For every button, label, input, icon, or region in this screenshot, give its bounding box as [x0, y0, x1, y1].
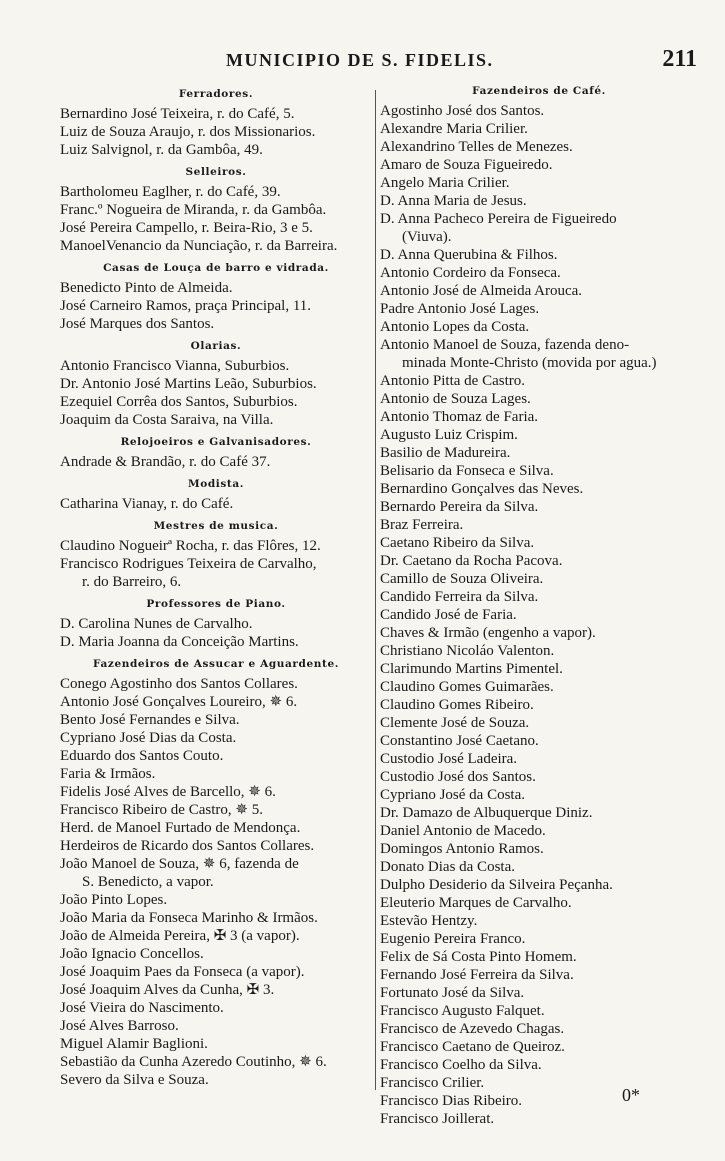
directory-entry: Severo da Silva e Souza.: [60, 1072, 209, 1088]
directory-entry: José Marques dos Santos.: [60, 316, 215, 332]
directory-entry: Augusto Luiz Crispim.: [380, 427, 518, 443]
directory-entry: Conego Agostinho dos Santos Collares.: [60, 676, 298, 692]
directory-entry: Daniel Antonio de Macedo.: [380, 823, 546, 839]
section-heading: Fazendeiros de Assucar e Aguardente.: [93, 658, 339, 670]
directory-entry: Claudino Gomes Ribeiro.: [380, 697, 534, 713]
directory-entry: Cypriano José Dias da Costa.: [60, 730, 237, 746]
directory-entry: Domingos Antonio Ramos.: [380, 841, 544, 857]
directory-entry: Bernardo Pereira da Silva.: [380, 499, 539, 515]
directory-entry: Claudino Gomes Guimarães.: [380, 679, 554, 695]
section-heading: Relojoeiros e Galvanisadores.: [120, 436, 312, 448]
right-column: [380, 82, 698, 1132]
section-heading: Fazendeiros de Café.: [472, 85, 606, 97]
directory-entry: Antonio de Souza Lages.: [380, 391, 531, 407]
directory-entry: Amaro de Souza Figueiredo.: [380, 157, 553, 173]
directory-entry: José Joaquim Paes da Fonseca (a vapor).: [60, 964, 305, 980]
directory-entry: D. Maria Joanna da Conceição Martins.: [60, 634, 299, 650]
directory-entry: Franc.º Nogueira de Miranda, r. da Gambôa.: [60, 202, 327, 218]
page-title: MUNICIPIO DE S. FIDELIS.: [226, 50, 494, 70]
directory-entry: Chaves & Irmão (engenho a vapor).: [380, 625, 596, 641]
directory-entry: Fernando José Ferreira da Silva.: [380, 967, 574, 983]
directory-entry: Custodio José dos Santos.: [380, 769, 536, 785]
directory-entry: João de Almeida Pereira, ✠ 3 (a vapor).: [60, 928, 300, 944]
directory-entry: João Ignacio Concellos.: [60, 946, 204, 962]
directory-entry: Francisco Dias Ribeiro.: [380, 1093, 523, 1109]
directory-entry: Braz Ferreira.: [380, 517, 464, 533]
directory-entry: Antonio Lopes da Costa.: [380, 319, 530, 335]
directory-entry: Fortunato José da Silva.: [380, 985, 525, 1001]
directory-entry: José Joaquim Alves da Cunha, ✠ 3.: [60, 982, 275, 998]
directory-entry: Angelo Maria Crilier.: [380, 175, 510, 191]
directory-entry: Francisco Caetano de Queiroz.: [380, 1039, 565, 1055]
directory-entry: Antonio Pitta de Castro.: [380, 373, 525, 389]
directory-entry: Antonio José de Almeida Arouca.: [380, 283, 583, 299]
directory-entry: Clarimundo Martins Pimentel.: [380, 661, 563, 677]
directory-entry: Francisco Joillerat.: [380, 1111, 495, 1127]
directory-entry: Francisco Ribeiro de Castro, ✵ 5.: [60, 802, 263, 818]
directory-entry: Felix de Sá Costa Pinto Homem.: [380, 949, 577, 965]
directory-entry: D. Anna Querubina & Filhos.: [380, 247, 558, 263]
directory-entry: Caetano Ribeiro da Silva.: [380, 535, 535, 551]
directory-entry: Andrade & Brandão, r. do Café 37.: [60, 454, 271, 470]
directory-entry: Antonio Thomaz de Faria.: [380, 409, 539, 425]
directory-entry: D. Anna Pacheco Pereira de Figueiredo: [380, 211, 617, 227]
section-heading: Selleiros.: [185, 166, 247, 178]
page-number: 211: [662, 46, 697, 72]
directory-entry: Padre Antonio José Lages.: [380, 301, 540, 317]
column-divider: [375, 90, 376, 1090]
directory-entry: Faria & Irmãos.: [60, 766, 156, 782]
directory-entry: Francisco Crilier.: [380, 1075, 485, 1091]
directory-section: [60, 85, 372, 159]
directory-entry: Christiano Nicoláo Valenton.: [380, 643, 555, 659]
directory-entry: Sebastião da Cunha Azeredo Coutinho, ✵ 6.: [60, 1054, 327, 1070]
directory-entry: Bartholomeu Eaglher, r. do Café, 39.: [60, 184, 281, 200]
directory-entry: Custodio José Ladeira.: [380, 751, 518, 767]
directory-entry: Estevão Hentzy.: [380, 913, 478, 929]
directory-entry: ManoelVenancio da Nunciação, r. da Barreira.: [60, 238, 338, 254]
directory-entry: Herdeiros de Ricardo dos Santos Collares.: [60, 838, 315, 854]
directory-entry: Bernardino Gonçalves das Neves.: [380, 481, 584, 497]
directory-entry: Luiz Salvignol, r. da Gambôa, 49.: [60, 142, 263, 158]
directory-entry: Bernardino José Teixeira, r. do Café, 5.: [60, 106, 295, 122]
directory-entry: Constantino José Caetano.: [380, 733, 539, 749]
directory-entry: Francisco Rodrigues Teixeira de Carvalho,: [60, 556, 317, 572]
directory-section: [60, 259, 372, 333]
directory-entry: Benedicto Pinto de Almeida.: [60, 280, 233, 296]
directory-entry: Herd. de Manoel Furtado de Mendonça.: [60, 820, 301, 836]
directory-section: [380, 82, 698, 1128]
directory-entry: Antonio Cordeiro da Fonseca.: [380, 265, 561, 281]
directory-entry: Donato Dias da Costa.: [380, 859, 515, 875]
directory-entry: Agostinho José dos Santos.: [380, 103, 545, 119]
directory-entry: João Maria da Fonseca Marinho & Irmãos.: [60, 910, 318, 926]
left-column: [60, 82, 372, 1093]
directory-entry: João Pinto Lopes.: [60, 892, 168, 908]
directory-entry: D. Carolina Nunes de Carvalho.: [60, 616, 253, 632]
section-heading: Mestres de musica.: [153, 520, 279, 532]
directory-entry: Dulpho Desiderio da Silveira Peçanha.: [380, 877, 613, 893]
directory-entry: Ezequiel Corrêa dos Santos, Suburbios.: [60, 394, 298, 410]
section-heading: Ferradores.: [178, 88, 254, 100]
directory-entry: José Pereira Campello, r. Beira-Rio, 3 e 5.: [60, 220, 313, 236]
directory-entry: Joaquim da Costa Saraiva, na Villa.: [60, 412, 274, 428]
directory-entry: Francisco Coelho da Silva.: [380, 1057, 542, 1073]
section-heading: Modista.: [188, 478, 244, 490]
directory-entry-continuation: S. Benedicto, a vapor.: [82, 874, 214, 890]
directory-entry-continuation: r. do Barreiro, 6.: [82, 574, 182, 590]
directory-entry: Miguel Alamir Baglioni.: [60, 1036, 208, 1052]
directory-entry: Francisco Augusto Falquet.: [380, 1003, 545, 1019]
directory-section: [60, 163, 372, 255]
directory-section: [60, 517, 372, 591]
directory-section: [60, 337, 372, 429]
directory-entry: Basilio de Madureira.: [380, 445, 511, 461]
directory-entry: Fidelis José Alves de Barcello, ✵ 6.: [60, 784, 276, 800]
directory-entry: Claudino Nogueirª Rocha, r. das Flôres, 12.: [60, 538, 321, 554]
directory-section: [60, 655, 372, 1089]
section-heading: Olarias.: [190, 340, 242, 352]
directory-section: [60, 595, 372, 651]
directory-entry-continuation: minada Monte-Christo (movida por agua.): [402, 355, 657, 371]
page-header: [0, 46, 725, 78]
directory-entry: Eduardo dos Santos Couto.: [60, 748, 224, 764]
signature-mark: 0*: [622, 1085, 640, 1105]
directory-entry: Antonio Francisco Vianna, Suburbios.: [60, 358, 290, 374]
section-heading: Casas de Louça de barro e vidrada.: [103, 262, 329, 274]
directory-entry: Antonio José Gonçalves Loureiro, ✵ 6.: [60, 694, 298, 710]
directory-entry-continuation: (Viuva).: [402, 229, 452, 245]
directory-entry: Clemente José de Souza.: [380, 715, 530, 731]
directory-entry: José Carneiro Ramos, praça Principal, 11.: [60, 298, 312, 314]
directory-entry: Bento José Fernandes e Silva.: [60, 712, 240, 728]
directory-section: [60, 475, 372, 513]
directory-entry: Eugenio Pereira Franco.: [380, 931, 526, 947]
directory-entry: Cypriano José da Costa.: [380, 787, 525, 803]
directory-entry: Alexandrino Telles de Menezes.: [380, 139, 573, 155]
directory-entry: Dr. Antonio José Martins Leão, Suburbios.: [60, 376, 317, 392]
section-heading: Professores de Piano.: [146, 598, 286, 610]
directory-entry: Antonio Manoel de Souza, fazenda deno-: [380, 337, 630, 353]
directory-section: [60, 433, 372, 471]
directory-entry: Eleuterio Marques de Carvalho.: [380, 895, 572, 911]
directory-entry: Alexandre Maria Crilier.: [380, 121, 528, 137]
directory-entry: Francisco de Azevedo Chagas.: [380, 1021, 565, 1037]
directory-entry: Luiz de Souza Araujo, r. dos Missionarios.: [60, 124, 316, 140]
directory-entry: Candido José de Faria.: [380, 607, 517, 623]
directory-entry: José Vieira do Nascimento.: [60, 1000, 224, 1016]
directory-entry: D. Anna Maria de Jesus.: [380, 193, 527, 209]
directory-entry: Belisario da Fonseca e Silva.: [380, 463, 554, 479]
directory-entry: José Alves Barroso.: [60, 1018, 179, 1034]
directory-entry: Catharina Vianay, r. do Café.: [60, 496, 234, 512]
directory-entry: Dr. Caetano da Rocha Pacova.: [380, 553, 563, 569]
directory-entry: Candido Ferreira da Silva.: [380, 589, 539, 605]
directory-entry: Camillo de Souza Oliveira.: [380, 571, 544, 587]
directory-entry: João Manoel de Souza, ✵ 6, fazenda de: [60, 856, 299, 872]
directory-entry: Dr. Damazo de Albuquerque Diniz.: [380, 805, 593, 821]
